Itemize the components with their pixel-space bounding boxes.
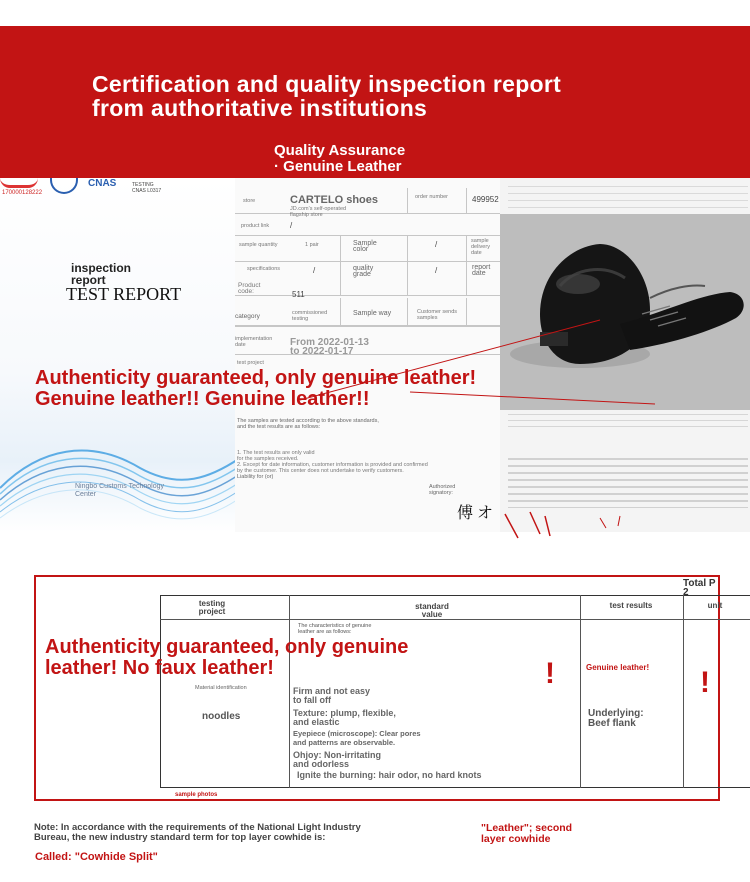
order-number-value: 499952 [472, 195, 499, 204]
product-code-value: 511 [292, 290, 305, 299]
result-genuine-leather: Genuine leather! [586, 663, 650, 672]
customer-info-note: 2. Except for date information, customer information is provided and confirmed by the customer. This center does not undertake to verify customers. [237, 462, 428, 474]
signatory-label: Authorized signatory: [429, 484, 456, 496]
store-label: store [243, 198, 256, 204]
implementation-date-label: implementation date [235, 336, 273, 348]
implementation-date-value: From 2022-01-13 to 2022-01-17 [290, 337, 369, 357]
category-value: commissioned testing [292, 310, 328, 322]
authenticity-banner-upper: Authenticity guaranteed, only genuine leather! Genuine leather!! Genuine leather!! [35, 367, 477, 410]
store-note: JD.com's self-operated flagship store [290, 206, 347, 218]
banner-title: Certification and quality inspection report from authoritative institutions [92, 71, 562, 121]
samples-note: The samples are tested according to the above standards, and the test results are as follows: [237, 418, 379, 430]
sample-delivery-label: sample delivery date [471, 238, 490, 256]
decorative-wave-graphic [0, 428, 240, 532]
quality-grade-value: / [435, 266, 438, 275]
red-annotation-marks [500, 510, 750, 540]
standard-intro: The characteristics of genuine leather are as follows: [298, 623, 372, 635]
cnas-testing-label: TESTING CNAS L0317 [132, 182, 162, 194]
material-identification: Material identification [195, 685, 247, 691]
product-link-label: product link [241, 223, 270, 229]
criterion-eyepiece: Eyepiece (microscope): Clear pores and patterns are observable. [293, 729, 421, 747]
criterion-texture: Texture: plump, flexible, and elastic [293, 708, 396, 727]
sample-photos-label: sample photos [175, 792, 218, 798]
category-label: category [235, 313, 260, 320]
test-project-label: test project [237, 360, 264, 366]
banner-subtitle: Quality Assurance · Genuine Leather [274, 142, 406, 175]
exclamation-icon: ! [700, 666, 710, 699]
quality-grade-label: quality grade [353, 265, 374, 278]
test-report-title: TEST REPORT [66, 284, 182, 304]
store-value: CARTELO shoes [290, 194, 379, 206]
signature: 傅 オ [457, 505, 494, 522]
globe-logo-icon [50, 178, 78, 194]
issuer-name: Ningbo Customs Technology Center [75, 483, 164, 498]
total-pages: Total P 2 [683, 578, 716, 598]
sample-way-label: Sample way [353, 310, 392, 317]
header-testing-project: testing project [198, 599, 226, 616]
institution-logo-icon [0, 178, 38, 188]
test-report-cover [0, 178, 240, 532]
cnas-logo: CNAS [88, 178, 117, 189]
criterion-odor: Ohjoy: Non-irritating and odorless [293, 750, 381, 769]
sample-quantity-value: 1 pair [305, 242, 319, 248]
certificate-number: 170000128222 [2, 190, 43, 196]
criterion-burning: Ignite the burning: hair odor, no hard knots [297, 770, 482, 780]
sample-color-value: / [435, 240, 438, 249]
sample-quantity-label: sample quantity [239, 242, 278, 248]
header-standard-value: standard value [415, 602, 449, 619]
leather-term: "Leather"; second layer cowhide [481, 822, 573, 845]
report-date-label: report date [472, 264, 491, 277]
result-underlying: Underlying: Beef flank [588, 708, 644, 729]
order-number-label: order number [415, 194, 449, 200]
specifications-label: specifications [247, 266, 281, 272]
criterion-firm: Firm and not easy to fall off [293, 686, 371, 705]
product-link-value: / [290, 221, 293, 230]
specifications-value: / [313, 266, 316, 275]
sample-color-label: Sample color [353, 240, 377, 253]
project-value: noodles [202, 711, 241, 722]
inspection-report-label: inspection report [71, 261, 132, 287]
product-code-label: Product code: [238, 282, 261, 295]
authenticity-banner-lower: Authenticity guaranteed, only genuine leather! No faux leather! [45, 636, 409, 679]
industry-standard-note: Note: In accordance with the requirements of the National Light Industry Bureau, the new industry standard term for top layer cowhide is: [34, 822, 361, 843]
liability-note: Liability for (or) [237, 474, 274, 480]
customer-samples-label: Customer sends samples [417, 309, 458, 321]
exclamation-icon: ! [545, 657, 555, 690]
header-test-results: test results [609, 601, 653, 610]
cowhide-split-term: Called: "Cowhide Split" [35, 851, 158, 863]
results-table [160, 595, 750, 788]
validity-note: 1. The test results are only valid for the samples received. [237, 450, 315, 462]
header-unit: unit [707, 601, 723, 610]
